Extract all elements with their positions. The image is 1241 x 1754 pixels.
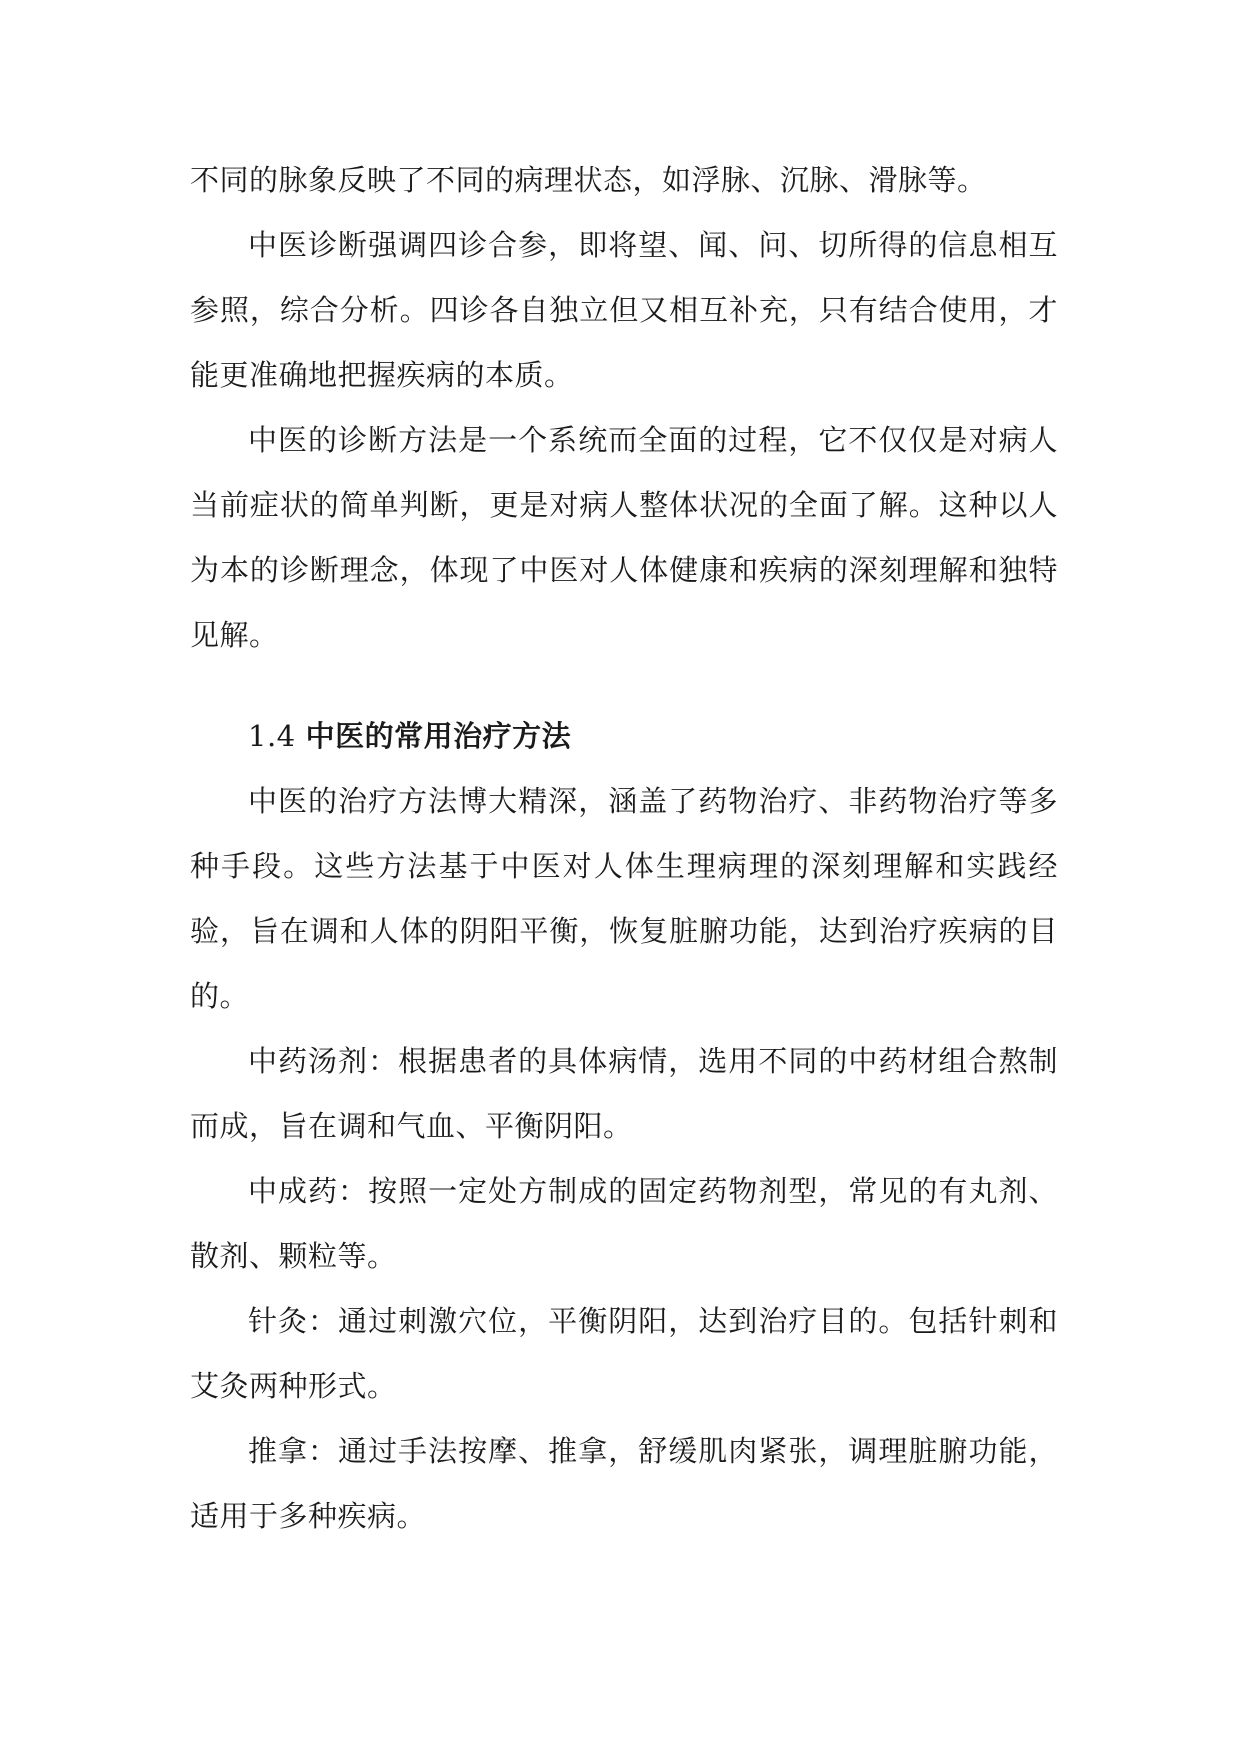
paragraph-herbal-decoction: 中药汤剂：根据患者的具体病情，选用不同的中药材组合熬制而成，旨在调和气血、平衡阴阳。	[190, 1044, 1058, 1143]
page-content	[190, 148, 1058, 1549]
paragraph-acupuncture: 针灸：通过刺激穴位，平衡阴阳，达到治疗目的。包括针刺和艾灸两种形式。	[190, 1304, 1058, 1403]
paragraph-tuina: 推拿：通过手法按摩、推拿，舒缓肌肉紧张，调理脏腑功能，适用于多种疾病。	[190, 1434, 1058, 1533]
section-title: 中医的常用治疗方法	[305, 719, 572, 753]
paragraph-pulse-continuation: 不同的脉象反映了不同的病理状态，如浮脉、沉脉、滑脉等。	[190, 163, 987, 197]
section-number: 1.4	[248, 719, 296, 753]
paragraph-patent-medicine: 中成药：按照一定处方制成的固定药物剂型，常见的有丸剂、散剂、颗粒等。	[190, 1174, 1058, 1273]
paragraph-diagnosis-summary: 中医的诊断方法是一个系统而全面的过程，它不仅仅是对病人当前症状的简单判断，更是对病人整体状况的全面了解。这种以人为本的诊断理念，体现了中医对人体健康和疾病的深刻理解和独特见解。	[190, 423, 1058, 652]
paragraph-four-diagnostics: 中医诊断强调四诊合参，即将望、闻、问、切所得的信息相互参照，综合分析。四诊各自独立但又相互补充，只有结合使用，才能更准确地把握疾病的本质。	[190, 228, 1058, 392]
paragraph-treatment-intro: 中医的治疗方法博大精深，涵盖了药物治疗、非药物治疗等多种手段。这些方法基于中医对人体生理病理的深刻理解和实践经验，旨在调和人体的阴阳平衡，恢复脏腑功能，达到治疗疾病的目的。	[190, 784, 1058, 1013]
section-heading	[190, 704, 1058, 769]
